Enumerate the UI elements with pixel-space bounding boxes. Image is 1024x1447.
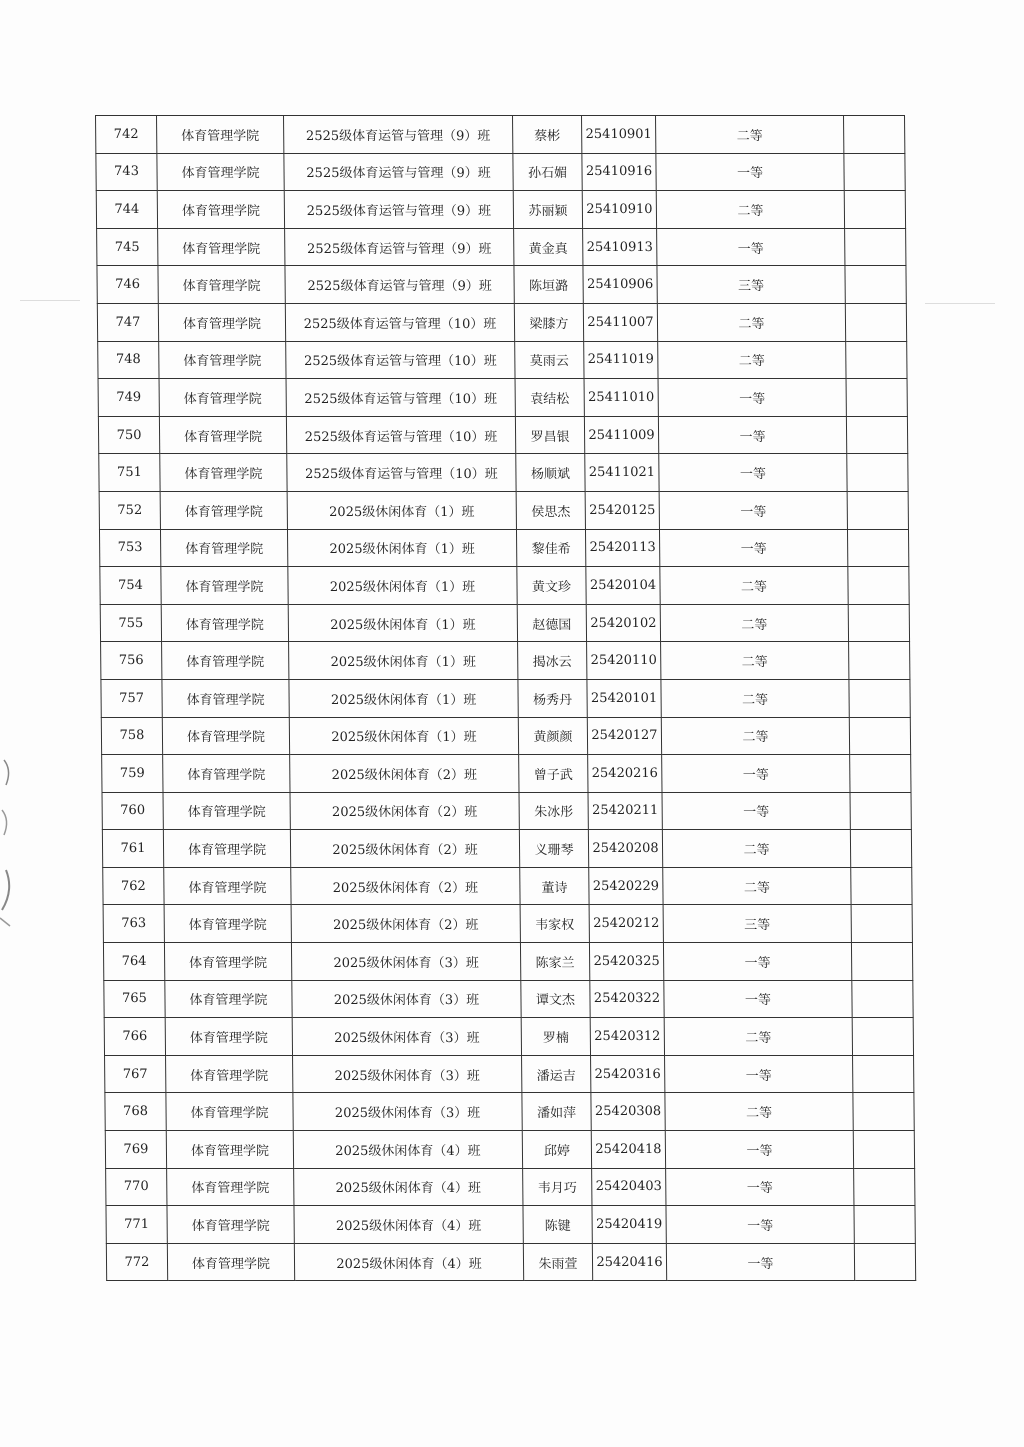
- award-grade-cell: 一等: [659, 491, 847, 529]
- class-cell: 2025级休闲体育（2）班: [290, 792, 519, 830]
- student-id-cell: 25420312: [590, 1018, 664, 1056]
- award-grade-cell: 二等: [665, 1093, 853, 1131]
- table-row: [103, 905, 912, 943]
- class-cell: 2025级休闲体育（3）班: [291, 943, 520, 981]
- award-grade-cell: 一等: [662, 755, 850, 793]
- college-cell: 体育管理学院: [166, 1055, 293, 1093]
- seq-cell: 753: [99, 529, 160, 567]
- scan-mark: [20, 300, 80, 301]
- student-name-cell: 潘运吉: [522, 1055, 591, 1093]
- student-id-cell: 25411021: [585, 454, 659, 492]
- award-grade-cell: 二等: [657, 303, 845, 341]
- college-cell: 体育管理学院: [158, 228, 285, 266]
- table-row: [96, 191, 905, 229]
- class-cell: 2525级体育运管与管理（9）班: [284, 191, 513, 229]
- college-cell: 体育管理学院: [162, 717, 289, 755]
- seq-cell: 746: [97, 266, 158, 304]
- class-cell: 2025级休闲体育（4）班: [294, 1206, 523, 1244]
- seq-cell: 764: [103, 943, 164, 981]
- table-row: [97, 266, 906, 304]
- award-grade-cell: 一等: [666, 1243, 854, 1281]
- student-id-cell: 25420113: [585, 529, 659, 567]
- college-cell: 体育管理学院: [167, 1206, 294, 1244]
- student-name-cell: 蔡彬: [513, 116, 582, 154]
- award-grade-cell: 一等: [656, 153, 844, 191]
- table-row: [99, 454, 908, 492]
- award-grade-cell: 二等: [660, 604, 848, 642]
- table-row: [106, 1168, 915, 1206]
- student-id-cell: 25420322: [590, 980, 664, 1018]
- college-cell: 体育管理学院: [160, 454, 287, 492]
- student-id-cell: 25420416: [592, 1243, 666, 1281]
- award-grade-cell: 一等: [657, 228, 845, 266]
- college-cell: 体育管理学院: [158, 266, 285, 304]
- class-cell: 2525级体育运管与管理（9）班: [285, 266, 514, 304]
- student-id-cell: 25420101: [587, 679, 661, 717]
- table-row: [102, 755, 911, 793]
- student-name-cell: 罗楠: [521, 1018, 590, 1056]
- college-cell: 体育管理学院: [157, 116, 284, 154]
- student-name-cell: 杨顺斌: [516, 454, 585, 492]
- seq-cell: 748: [98, 341, 159, 379]
- remark-cell: [853, 1093, 914, 1131]
- student-id-cell: 25411007: [583, 303, 657, 341]
- award-grade-cell: 二等: [656, 116, 844, 154]
- class-cell: 2025级休闲体育（1）班: [289, 717, 518, 755]
- student-id-cell: 25410906: [583, 266, 657, 304]
- remark-cell: [847, 491, 908, 529]
- student-name-cell: 义珊琴: [519, 830, 588, 868]
- seq-cell: 755: [100, 604, 161, 642]
- class-cell: 2525级体育运管与管理（10）班: [286, 416, 515, 454]
- table-row: [98, 341, 907, 379]
- student-id-cell: 25420229: [589, 867, 663, 905]
- award-grade-cell: 一等: [664, 980, 852, 1018]
- college-cell: 体育管理学院: [161, 604, 288, 642]
- class-cell: 2025级休闲体育（2）班: [291, 867, 520, 905]
- class-cell: 2025级休闲体育（1）班: [288, 567, 517, 605]
- remark-cell: [850, 830, 911, 868]
- table-row: [100, 567, 909, 605]
- award-grade-cell: 一等: [658, 416, 846, 454]
- class-cell: 2525级体育运管与管理（10）班: [287, 454, 516, 492]
- remark-cell: [845, 266, 906, 304]
- award-grade-cell: 二等: [660, 567, 848, 605]
- college-cell: 体育管理学院: [165, 1018, 292, 1056]
- student-id-cell: 25410916: [582, 153, 656, 191]
- award-grade-cell: 一等: [659, 454, 847, 492]
- table-row: [97, 228, 906, 266]
- remark-cell: [844, 191, 905, 229]
- college-cell: 体育管理学院: [160, 529, 287, 567]
- seq-cell: 751: [99, 454, 160, 492]
- student-name-cell: 韦月巧: [523, 1168, 592, 1206]
- class-cell: 2025级休闲体育（1）班: [287, 529, 516, 567]
- seq-cell: 757: [101, 679, 162, 717]
- award-grade-cell: 一等: [662, 792, 850, 830]
- remark-cell: [854, 1168, 915, 1206]
- college-cell: 体育管理学院: [157, 191, 284, 229]
- seq-cell: 766: [104, 1018, 165, 1056]
- table-row: [103, 867, 912, 905]
- student-name-cell: 朱雨萱: [523, 1243, 592, 1281]
- award-grade-cell: 三等: [663, 905, 851, 943]
- student-name-cell: 黄金真: [514, 228, 583, 266]
- table-row: [100, 604, 909, 642]
- remark-cell: [846, 416, 907, 454]
- award-grade-cell: 二等: [661, 717, 849, 755]
- student-name-cell: 邱婷: [522, 1131, 591, 1169]
- remark-cell: [844, 153, 905, 191]
- award-grade-cell: 二等: [662, 830, 850, 868]
- student-id-cell: 25420325: [589, 943, 663, 981]
- college-cell: 体育管理学院: [167, 1243, 294, 1281]
- remark-cell: [847, 529, 908, 567]
- student-name-cell: 侯思杰: [516, 491, 585, 529]
- class-cell: 2025级休闲体育（2）班: [291, 905, 520, 943]
- student-id-cell: 25420127: [587, 717, 661, 755]
- seq-cell: 749: [98, 379, 159, 417]
- remark-cell: [854, 1206, 915, 1244]
- remark-cell: [844, 116, 905, 154]
- seq-cell: 759: [102, 755, 163, 793]
- student-name-cell: 董诗: [520, 867, 589, 905]
- seq-cell: 769: [105, 1131, 166, 1169]
- college-cell: 体育管理学院: [166, 1093, 293, 1131]
- student-id-cell: 25420208: [588, 830, 662, 868]
- student-id-cell: 25420316: [591, 1055, 665, 1093]
- class-cell: 2025级休闲体育（2）班: [290, 830, 519, 868]
- student-id-cell: 25410913: [583, 228, 657, 266]
- award-grade-cell: 一等: [658, 379, 846, 417]
- table-row: [97, 303, 906, 341]
- student-name-cell: 孙石媚: [513, 153, 582, 191]
- student-name-cell: 朱冰彤: [519, 792, 588, 830]
- student-name-cell: 黎佳希: [516, 529, 585, 567]
- college-cell: 体育管理学院: [163, 830, 290, 868]
- college-cell: 体育管理学院: [157, 153, 284, 191]
- award-grade-cell: 二等: [664, 1018, 852, 1056]
- student-id-cell: 25420125: [585, 491, 659, 529]
- student-id-cell: 25411009: [584, 416, 658, 454]
- award-grade-cell: 一等: [665, 1055, 853, 1093]
- scan-mark: [925, 303, 995, 304]
- student-id-cell: 25420418: [591, 1131, 665, 1169]
- student-id-cell: 25420104: [586, 567, 660, 605]
- table-row: [96, 153, 905, 191]
- student-id-cell: 25411010: [584, 379, 658, 417]
- award-grade-cell: 一等: [665, 1131, 853, 1169]
- class-cell: 2025级休闲体育（4）班: [293, 1131, 522, 1169]
- student-name-cell: 黄颜颜: [518, 717, 587, 755]
- table-row: [98, 416, 907, 454]
- student-name-cell: 韦家权: [520, 905, 589, 943]
- table-row: [105, 1131, 914, 1169]
- college-cell: 体育管理学院: [165, 980, 292, 1018]
- class-cell: 2025级休闲体育（3）班: [292, 980, 521, 1018]
- table-row: [103, 943, 912, 981]
- seq-cell: 760: [102, 792, 163, 830]
- remark-cell: [848, 567, 909, 605]
- seq-cell: 758: [101, 717, 162, 755]
- remark-cell: [851, 943, 912, 981]
- remark-cell: [846, 341, 907, 379]
- seq-cell: 763: [103, 905, 164, 943]
- student-id-cell: 25420419: [592, 1206, 666, 1244]
- college-cell: 体育管理学院: [161, 567, 288, 605]
- seq-cell: 754: [100, 567, 161, 605]
- remark-cell: [852, 1018, 913, 1056]
- seq-cell: 770: [106, 1168, 167, 1206]
- remark-cell: [854, 1243, 915, 1281]
- table-row: [106, 1243, 915, 1281]
- remark-cell: [849, 642, 910, 680]
- table-row: [99, 529, 908, 567]
- college-cell: 体育管理学院: [166, 1131, 293, 1169]
- table-row: [101, 642, 910, 680]
- award-grade-cell: 一等: [666, 1168, 854, 1206]
- student-id-cell: 25411019: [584, 341, 658, 379]
- class-cell: 2525级体育运管与管理（10）班: [285, 303, 514, 341]
- seq-cell: 768: [105, 1093, 166, 1131]
- remark-cell: [849, 717, 910, 755]
- student-name-cell: 陈垣潞: [514, 266, 583, 304]
- seq-cell: 765: [104, 980, 165, 1018]
- seq-cell: 745: [97, 228, 158, 266]
- seq-cell: 743: [96, 153, 157, 191]
- student-id-cell: 25420212: [589, 905, 663, 943]
- remark-cell: [853, 1131, 914, 1169]
- table-row: [98, 379, 907, 417]
- seq-cell: 742: [96, 116, 157, 154]
- class-cell: 2025级休闲体育（3）班: [293, 1055, 522, 1093]
- award-grade-cell: 三等: [657, 266, 845, 304]
- remark-cell: [845, 303, 906, 341]
- college-cell: 体育管理学院: [160, 491, 287, 529]
- student-name-cell: 揭冰云: [518, 642, 587, 680]
- table-row: [99, 491, 908, 529]
- class-cell: 2025级休闲体育（4）班: [294, 1243, 523, 1281]
- student-id-cell: 25420110: [587, 642, 661, 680]
- class-cell: 2525级体育运管与管理（9）班: [284, 116, 513, 154]
- student-name-cell: 梁膝方: [514, 303, 583, 341]
- class-cell: 2025级休闲体育（1）班: [287, 491, 516, 529]
- student-id-cell: 25420308: [591, 1093, 665, 1131]
- award-grade-cell: 一等: [659, 529, 847, 567]
- seq-cell: 772: [106, 1243, 167, 1281]
- college-cell: 体育管理学院: [164, 867, 291, 905]
- award-grade-cell: 二等: [663, 867, 851, 905]
- award-grade-cell: 二等: [661, 679, 849, 717]
- seq-cell: 747: [97, 303, 158, 341]
- student-id-cell: 25420216: [588, 755, 662, 793]
- student-id-cell: 25420211: [588, 792, 662, 830]
- seq-cell: 767: [105, 1055, 166, 1093]
- student-name-cell: 潘如萍: [522, 1093, 591, 1131]
- remark-cell: [850, 755, 911, 793]
- student-id-cell: 25410910: [582, 191, 656, 229]
- award-grade-cell: 二等: [658, 341, 846, 379]
- remark-cell: [852, 980, 913, 1018]
- remark-cell: [849, 679, 910, 717]
- award-grade-cell: 一等: [666, 1206, 854, 1244]
- class-cell: 2025级休闲体育（1）班: [288, 604, 517, 642]
- student-name-cell: 袁结松: [515, 379, 584, 417]
- table-row: [106, 1206, 915, 1244]
- college-cell: 体育管理学院: [164, 905, 291, 943]
- award-grade-cell: 二等: [661, 642, 849, 680]
- class-cell: 2025级休闲体育（2）班: [290, 755, 519, 793]
- class-cell: 2525级体育运管与管理（10）班: [286, 379, 515, 417]
- class-cell: 2025级休闲体育（3）班: [292, 1018, 521, 1056]
- table-row: [105, 1055, 914, 1093]
- roster-body: [96, 116, 916, 1281]
- seq-cell: 750: [98, 416, 159, 454]
- college-cell: 体育管理学院: [164, 943, 291, 981]
- seq-cell: 771: [106, 1206, 167, 1244]
- seq-cell: 756: [101, 642, 162, 680]
- college-cell: 体育管理学院: [158, 303, 285, 341]
- seq-cell: 752: [99, 491, 160, 529]
- student-name-cell: 陈家兰: [520, 943, 589, 981]
- award-grade-cell: 一等: [663, 943, 851, 981]
- college-cell: 体育管理学院: [162, 679, 289, 717]
- student-name-cell: 莫雨云: [515, 341, 584, 379]
- table-row: [101, 717, 910, 755]
- seq-cell: 762: [103, 867, 164, 905]
- class-cell: 2025级休闲体育（1）班: [289, 679, 518, 717]
- class-cell: 2525级体育运管与管理（9）班: [284, 153, 513, 191]
- student-id-cell: 25420403: [592, 1168, 666, 1206]
- student-name-cell: 陈键: [523, 1206, 592, 1244]
- remark-cell: [848, 604, 909, 642]
- remark-cell: [851, 867, 912, 905]
- student-name-cell: 杨秀丹: [518, 679, 587, 717]
- award-grade-cell: 二等: [656, 191, 844, 229]
- table-row: [96, 116, 905, 154]
- class-cell: 2525级体育运管与管理（10）班: [286, 341, 515, 379]
- table-row: [101, 679, 910, 717]
- student-name-cell: 苏丽颖: [513, 191, 582, 229]
- student-id-cell: 25410901: [582, 116, 656, 154]
- college-cell: 体育管理学院: [162, 642, 289, 680]
- class-cell: 2025级休闲体育（3）班: [293, 1093, 522, 1131]
- student-name-cell: 赵德国: [517, 604, 586, 642]
- remark-cell: [846, 379, 907, 417]
- college-cell: 体育管理学院: [159, 416, 286, 454]
- remark-cell: [850, 792, 911, 830]
- remark-cell: [851, 905, 912, 943]
- remark-cell: [845, 228, 906, 266]
- college-cell: 体育管理学院: [159, 379, 286, 417]
- class-cell: 2525级体育运管与管理（9）班: [285, 228, 514, 266]
- college-cell: 体育管理学院: [159, 341, 286, 379]
- college-cell: 体育管理学院: [163, 755, 290, 793]
- table-row: [105, 1093, 914, 1131]
- table-row: [102, 830, 911, 868]
- seq-cell: 761: [102, 830, 163, 868]
- student-name-cell: 曾子武: [519, 755, 588, 793]
- student-name-cell: 黄文珍: [517, 567, 586, 605]
- table-row: [102, 792, 911, 830]
- class-cell: 2025级休闲体育（4）班: [294, 1168, 523, 1206]
- table-row: [104, 980, 913, 1018]
- remark-cell: [853, 1055, 914, 1093]
- student-name-cell: 罗昌银: [515, 416, 584, 454]
- scan-edge-stamp-fragment: [0, 740, 30, 940]
- seq-cell: 744: [96, 191, 157, 229]
- student-name-cell: 谭文杰: [521, 980, 590, 1018]
- award-roster-table: [95, 115, 916, 1281]
- class-cell: 2025级休闲体育（1）班: [289, 642, 518, 680]
- remark-cell: [847, 454, 908, 492]
- college-cell: 体育管理学院: [167, 1168, 294, 1206]
- student-id-cell: 25420102: [586, 604, 660, 642]
- college-cell: 体育管理学院: [163, 792, 290, 830]
- table-row: [104, 1018, 913, 1056]
